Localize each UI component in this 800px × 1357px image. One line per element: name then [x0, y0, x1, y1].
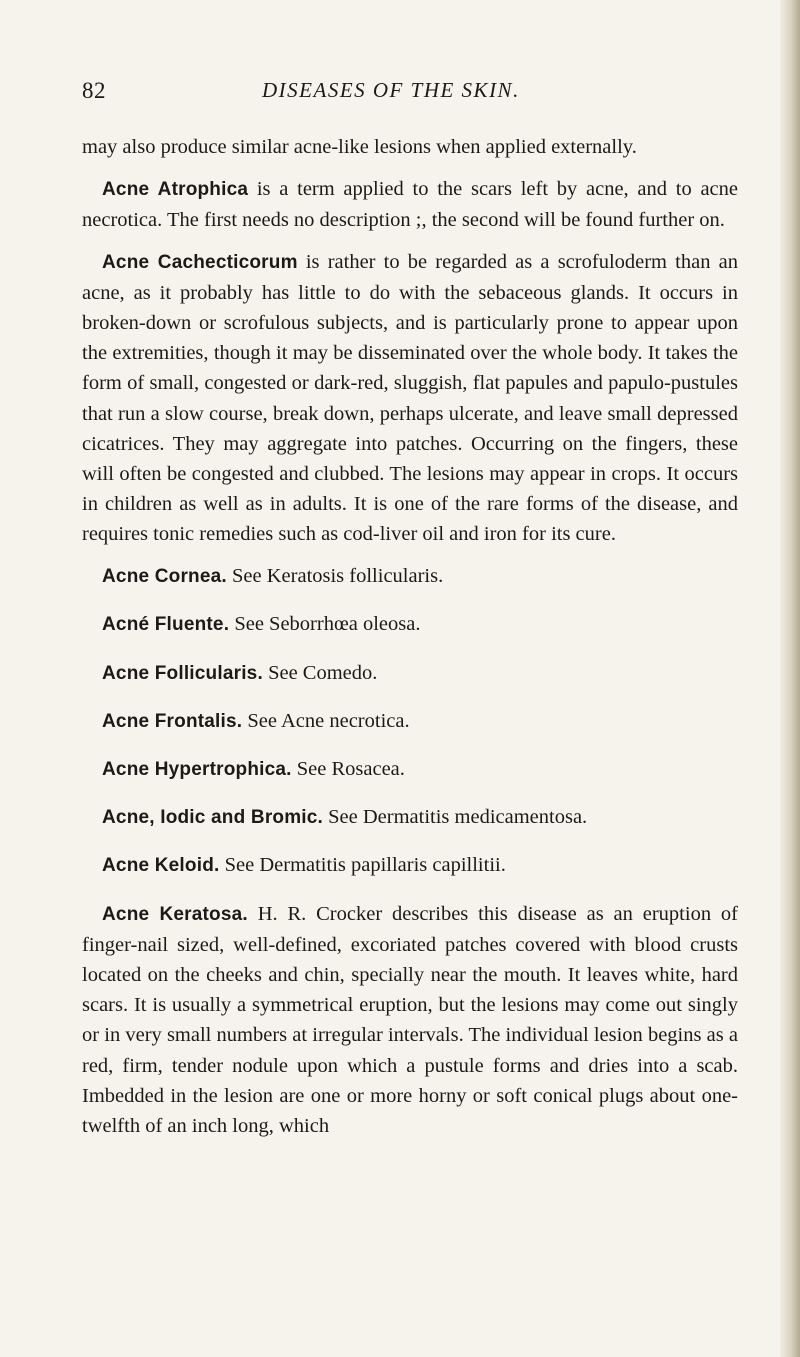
- entry-term: Acné Fluente.: [102, 614, 230, 636]
- page-number: 82: [82, 78, 106, 103]
- entry-text: See Rosacea.: [291, 757, 405, 780]
- entry-term: Acne Cornea.: [102, 566, 227, 588]
- entry-acne-keloid: [82, 850, 738, 881]
- entry-acne-fluente: [82, 609, 738, 640]
- entry-text: See Dermatitis papillaris capillitii.: [219, 854, 506, 877]
- entry-acne-hypertrophica: [82, 754, 738, 785]
- entry-term: Acne Keloid.: [102, 855, 220, 877]
- entry-text: H. R. Crocker describes this disease as an eruption of finger-nail sized, well-defined, excoriated patches covered with blood crusts located on the cheeks and chin, specially near the mouth. It leaves white, hard scars. It is usually a symmetrical eruption, but the lesions may come out singly or in very small numbers at irregular intervals. The individual lesion begins as a red, firm, tender nodule upon which a pustule forms and dries into a scab. Imbedded in the lesion are one or more horny or soft conical plugs about one-twelfth of an inch long, which: [82, 902, 738, 1137]
- entry-acne-iodic-bromic: [82, 802, 738, 833]
- entry-term: Acne Hypertrophica.: [102, 758, 292, 780]
- entry-text: See Comedo.: [262, 661, 378, 684]
- entry-acne-follicularis: [82, 658, 738, 689]
- body-text: [82, 132, 738, 1153]
- entry-text: is rather to be regarded as a scrofuloderm than an acne, as it probably has little to do with the sebaceous glands. It occurs in broken-down or scrofulous subjects, and is particularly prone to appear upon the extremities, though it may be disseminated over the whole body. It takes the form of small, congested or dark-red, sluggish, flat papules and papulo-pustules that run a slow course, break down, perhaps ulcerate, and leave small depressed cicatrices. They may aggregate into patches. Occurring on the fingers, these will often be congested and clubbed. The lesions may appear in crops. It occurs in children as well as in adults. It is one of the rare forms of the disease, and requires tonic remedies such as cod-liver oil and iron for its cure.: [82, 250, 738, 546]
- entry-term: Acne Keratosa.: [102, 903, 248, 925]
- paragraph-continuation: [82, 132, 738, 162]
- entry-term: Acne, Iodic and Bromic.: [102, 807, 324, 829]
- page-edge-shadow: [780, 0, 800, 1357]
- entry-text: is a term applied to the scars left by acne, and to acne necrotica. The first needs no description ;, the second will be found further on.: [82, 177, 738, 231]
- entry-term: Acne Cachecticorum: [102, 251, 298, 273]
- entry-text: See Seborrhœa oleosa.: [229, 613, 421, 636]
- running-title: DISEASES OF THE SKIN.: [262, 78, 520, 102]
- entry-acne-keratosa: [82, 899, 738, 1142]
- entry-text: See Acne necrotica.: [242, 709, 410, 732]
- entry-term: Acne Frontalis.: [102, 710, 243, 732]
- entry-term: Acne Follicularis.: [102, 662, 263, 684]
- running-head: [82, 78, 742, 112]
- entry-text: See Dermatitis medicamentosa.: [323, 806, 588, 829]
- entry-acne-cachecticorum: [82, 247, 738, 550]
- entry-acne-cornea: [82, 561, 738, 592]
- entry-acne-frontalis: [82, 706, 738, 737]
- entry-acne-atrophica: [82, 174, 738, 235]
- paragraph-text: may also produce similar acne-like lesions when applied externally.: [82, 136, 637, 158]
- entry-text: See Keratosis follicularis.: [226, 565, 444, 588]
- entry-term: Acne Atrophica: [102, 178, 249, 200]
